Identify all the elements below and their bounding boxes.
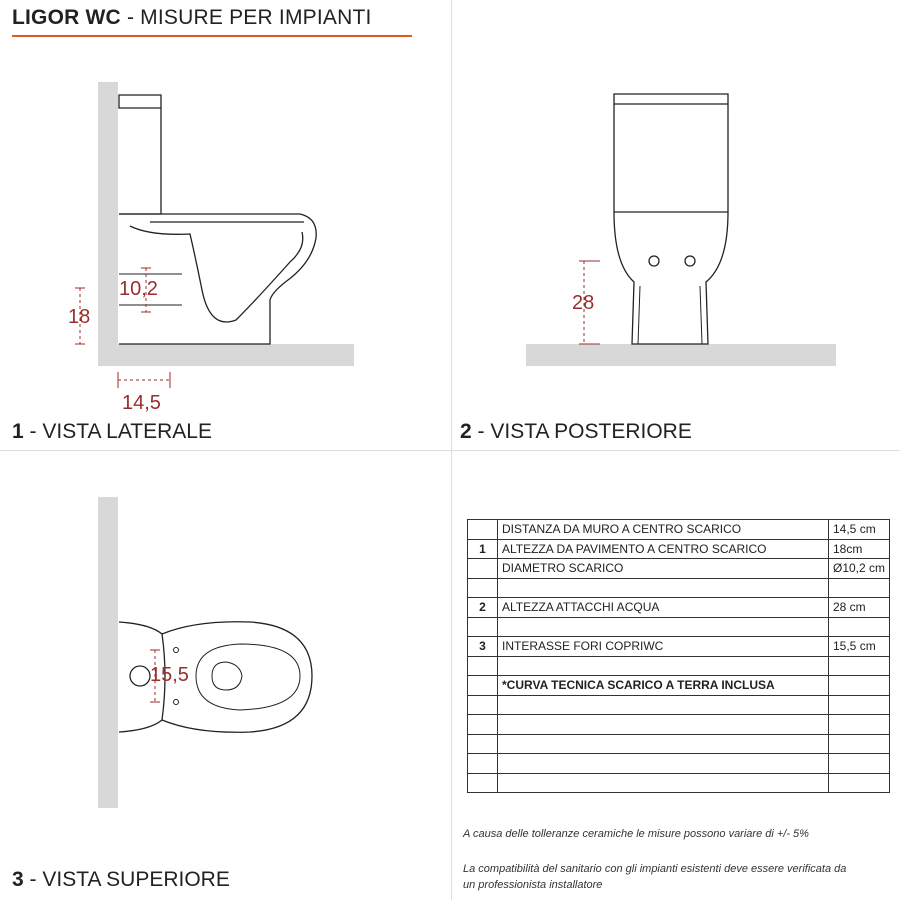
row-number bbox=[468, 617, 498, 637]
title-product: LIGOR WC bbox=[12, 6, 121, 29]
top-drain-circle bbox=[130, 666, 150, 686]
row-number bbox=[468, 773, 498, 793]
row-number bbox=[468, 695, 498, 715]
rear-foot-inner bbox=[638, 286, 702, 344]
compatibility-note-line1: La compatibilità del sanitario con gli impianti esistenti deve essere verificata da bbox=[463, 863, 847, 875]
row-value: 14,5 cm bbox=[829, 520, 890, 540]
rear-tank-lid bbox=[614, 94, 728, 104]
top-wall bbox=[98, 497, 118, 808]
tolerance-note: A causa delle tolleranze ceramiche le misure possono variare di +/- 5% bbox=[463, 828, 809, 840]
row-description: *CURVA TECNICA SCARICO A TERRA INCLUSA bbox=[498, 676, 829, 696]
table-row bbox=[468, 754, 890, 774]
caption-lateral-view bbox=[12, 420, 212, 444]
row-number bbox=[468, 656, 498, 676]
rear-dim-height: 28 bbox=[572, 292, 595, 314]
row-number: 1 bbox=[468, 539, 498, 559]
top-fixing-hole-lower bbox=[174, 700, 179, 705]
lateral-tank bbox=[119, 95, 161, 214]
row-number bbox=[468, 715, 498, 735]
rear-tank bbox=[614, 104, 728, 212]
top-dim-hole-distance: 15,5 bbox=[150, 664, 189, 686]
table-row bbox=[468, 520, 890, 540]
row-description bbox=[498, 656, 829, 676]
rear-bowl bbox=[614, 212, 728, 344]
row-number bbox=[468, 754, 498, 774]
table-row bbox=[468, 734, 890, 754]
top-view-drawing bbox=[98, 497, 312, 808]
caption-rear-label: - VISTA POSTERIORE bbox=[471, 420, 692, 443]
row-number bbox=[468, 676, 498, 696]
caption-lateral-label: - VISTA LATERALE bbox=[23, 420, 212, 443]
table-row bbox=[468, 773, 890, 793]
spec-table bbox=[467, 519, 890, 793]
row-number bbox=[468, 578, 498, 598]
row-value bbox=[829, 578, 890, 598]
row-description bbox=[498, 773, 829, 793]
row-value: 15,5 cm bbox=[829, 637, 890, 657]
table-row bbox=[468, 598, 890, 618]
lateral-view-drawing bbox=[75, 82, 354, 388]
row-number bbox=[468, 559, 498, 579]
row-value bbox=[829, 656, 890, 676]
lateral-dim-height: 18 bbox=[68, 306, 91, 328]
table-row bbox=[468, 559, 890, 579]
rear-floor bbox=[526, 344, 836, 366]
row-description: INTERASSE FORI COPRIWC bbox=[498, 637, 829, 657]
rear-water-hole-left bbox=[649, 256, 659, 266]
row-description bbox=[498, 734, 829, 754]
row-value bbox=[829, 773, 890, 793]
caption-top-number: 3 bbox=[12, 868, 24, 891]
row-description bbox=[498, 578, 829, 598]
lateral-dim-diameter: 10,2 bbox=[119, 278, 158, 300]
row-value bbox=[829, 617, 890, 637]
row-value: Ø10,2 cm bbox=[829, 559, 890, 579]
lateral-floor bbox=[98, 344, 354, 366]
table-row bbox=[468, 676, 890, 696]
caption-lateral-number: 1 bbox=[12, 420, 24, 443]
row-value bbox=[829, 754, 890, 774]
row-description bbox=[498, 617, 829, 637]
top-bowl-opening bbox=[212, 662, 242, 690]
row-value bbox=[829, 695, 890, 715]
row-description bbox=[498, 715, 829, 735]
row-number bbox=[468, 734, 498, 754]
rear-view-drawing bbox=[526, 94, 836, 366]
row-description: ALTEZZA DA PAVIMENTO A CENTRO SCARICO bbox=[498, 539, 829, 559]
row-description bbox=[498, 695, 829, 715]
top-fixing-hole-upper bbox=[174, 648, 179, 653]
table-row bbox=[468, 539, 890, 559]
lateral-dim-wall-distance: 14,5 bbox=[122, 392, 161, 414]
caption-rear-number: 2 bbox=[460, 420, 472, 443]
top-bowl-outline bbox=[119, 622, 312, 733]
compatibility-note-line2: un professionista installatore bbox=[463, 879, 603, 891]
rear-water-hole-right bbox=[685, 256, 695, 266]
table-row bbox=[468, 695, 890, 715]
row-value bbox=[829, 715, 890, 735]
table-row bbox=[468, 715, 890, 735]
row-number bbox=[468, 520, 498, 540]
row-value bbox=[829, 734, 890, 754]
table-row bbox=[468, 656, 890, 676]
caption-rear-view bbox=[460, 420, 692, 444]
row-number: 3 bbox=[468, 637, 498, 657]
row-description bbox=[498, 754, 829, 774]
caption-top-label: - VISTA SUPERIORE bbox=[23, 868, 230, 891]
table-row bbox=[468, 617, 890, 637]
caption-top-view bbox=[12, 868, 230, 892]
row-value bbox=[829, 676, 890, 696]
row-description: DISTANZA DA MURO A CENTRO SCARICO bbox=[498, 520, 829, 540]
table-row bbox=[468, 578, 890, 598]
row-description: ALTEZZA ATTACCHI ACQUA bbox=[498, 598, 829, 618]
row-description: DIAMETRO SCARICO bbox=[498, 559, 829, 579]
row-value: 18cm bbox=[829, 539, 890, 559]
table-row bbox=[468, 637, 890, 657]
title-subtitle: - MISURE PER IMPIANTI bbox=[120, 6, 372, 29]
row-number: 2 bbox=[468, 598, 498, 618]
row-value: 28 cm bbox=[829, 598, 890, 618]
lateral-wall bbox=[98, 82, 118, 344]
